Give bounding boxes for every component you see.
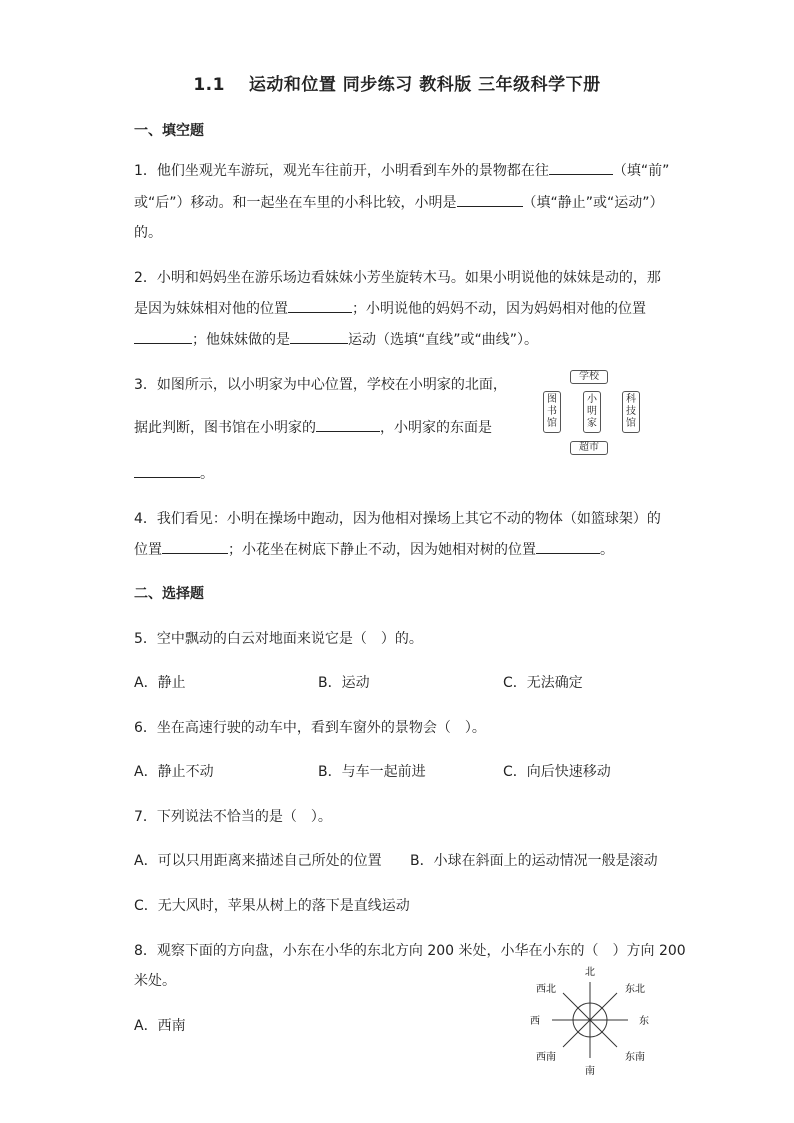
q4-line2: 位置 ；小花坐在树底下静止不动，因为她相对树的位置 。 bbox=[134, 539, 614, 559]
q5-option-b: B．运动 bbox=[318, 675, 370, 691]
map-home: 小明家 bbox=[583, 391, 601, 433]
q6-stem: 6．坐在高速行驶的动车中，看到车窗外的景物会（ ）。 bbox=[134, 720, 486, 736]
q4-line1: 4．我们看见：小明在操场中跑动，因为他相对操场上其它不动的物体（如篮球架）的 bbox=[134, 511, 661, 527]
q1-line1: 1．他们坐观光车游玩，观光车往前开，小明看到车外的景物都在往 （填“前” bbox=[134, 160, 669, 180]
compass-west: 西 bbox=[530, 1016, 540, 1027]
q6-option-a: A．静止不动 bbox=[134, 764, 214, 780]
q1-line3: 的。 bbox=[134, 225, 162, 241]
q7-option-b: B．小球在斜面上的运动情况一般是滚动 bbox=[410, 853, 658, 869]
q7-option-a: A．可以只用距离来描述自己所处的位置 bbox=[134, 853, 382, 869]
q2-line3: ；他妹妹做的是 运动（选填“直线”或“曲线”）。 bbox=[134, 329, 538, 349]
map-museum: 科技馆 bbox=[622, 391, 640, 433]
map-library: 图书馆 bbox=[543, 391, 561, 433]
map-market: 超市 bbox=[570, 441, 608, 455]
blank bbox=[536, 539, 600, 554]
section-fill-blank: 一、填空题 bbox=[134, 123, 204, 139]
map-school: 学校 bbox=[570, 370, 608, 384]
compass-southeast: 东南 bbox=[625, 1052, 645, 1063]
compass-southwest: 西南 bbox=[536, 1052, 556, 1063]
q7-option-c: C．无大风时，苹果从树上的落下是直线运动 bbox=[134, 898, 410, 914]
q1-line2: 或“后”）移动。和一起坐在车里的小科比较，小明是 （填“静止”或“运动”） bbox=[134, 192, 664, 212]
compass-south: 南 bbox=[585, 1066, 595, 1077]
blank bbox=[316, 417, 380, 432]
q5-option-a: A．静止 bbox=[134, 675, 186, 691]
compass-diagram bbox=[520, 962, 660, 1082]
q2-line1: 2．小明和妈妈坐在游乐场边看妹妹小芳坐旋转木马。如果小明说他的妹妹是动的，那 bbox=[134, 270, 661, 286]
q8-line2: 米处。 bbox=[134, 973, 176, 989]
q8-option-a: A．西南 bbox=[134, 1018, 186, 1034]
section-multiple-choice: 二、选择题 bbox=[134, 586, 204, 602]
blank bbox=[162, 539, 228, 554]
blank bbox=[549, 160, 613, 175]
compass-northeast: 东北 bbox=[625, 984, 645, 995]
q7-stem: 7．下列说法不恰当的是（ ）。 bbox=[134, 809, 332, 825]
page-title: 1.1 运动和位置 同步练习 教科版 三年级科学下册 bbox=[193, 75, 601, 95]
q3-line2: 据此判断，图书馆在小明家的 ，小明家的东面是 bbox=[134, 417, 492, 437]
q3-line3: 。 bbox=[134, 463, 214, 483]
blank bbox=[457, 192, 523, 207]
q6-option-c: C．向后快速移动 bbox=[503, 764, 611, 780]
q8-line1: 8．观察下面的方向盘，小东在小华的东北方向 200 米处，小华在小东的（ ）方向 200 bbox=[134, 943, 686, 959]
blank bbox=[288, 298, 352, 313]
blank bbox=[134, 329, 192, 344]
compass-north: 北 bbox=[585, 967, 595, 978]
blank bbox=[134, 463, 200, 478]
q5-option-c: C．无法确定 bbox=[503, 675, 583, 691]
compass-northwest: 西北 bbox=[536, 984, 556, 995]
q6-option-b: B．与车一起前进 bbox=[318, 764, 426, 780]
q3-line1: 3．如图所示，以小明家为中心位置，学校在小明家的北面， bbox=[134, 377, 507, 393]
blank bbox=[290, 329, 348, 344]
q2-line2: 是因为妹妹相对他的位置 ；小明说他的妈妈不动，因为妈妈相对他的位置 bbox=[134, 298, 646, 318]
q5-stem: 5．空中飘动的白云对地面来说它是（ ）的。 bbox=[134, 631, 423, 647]
compass-east: 东 bbox=[639, 1016, 649, 1027]
